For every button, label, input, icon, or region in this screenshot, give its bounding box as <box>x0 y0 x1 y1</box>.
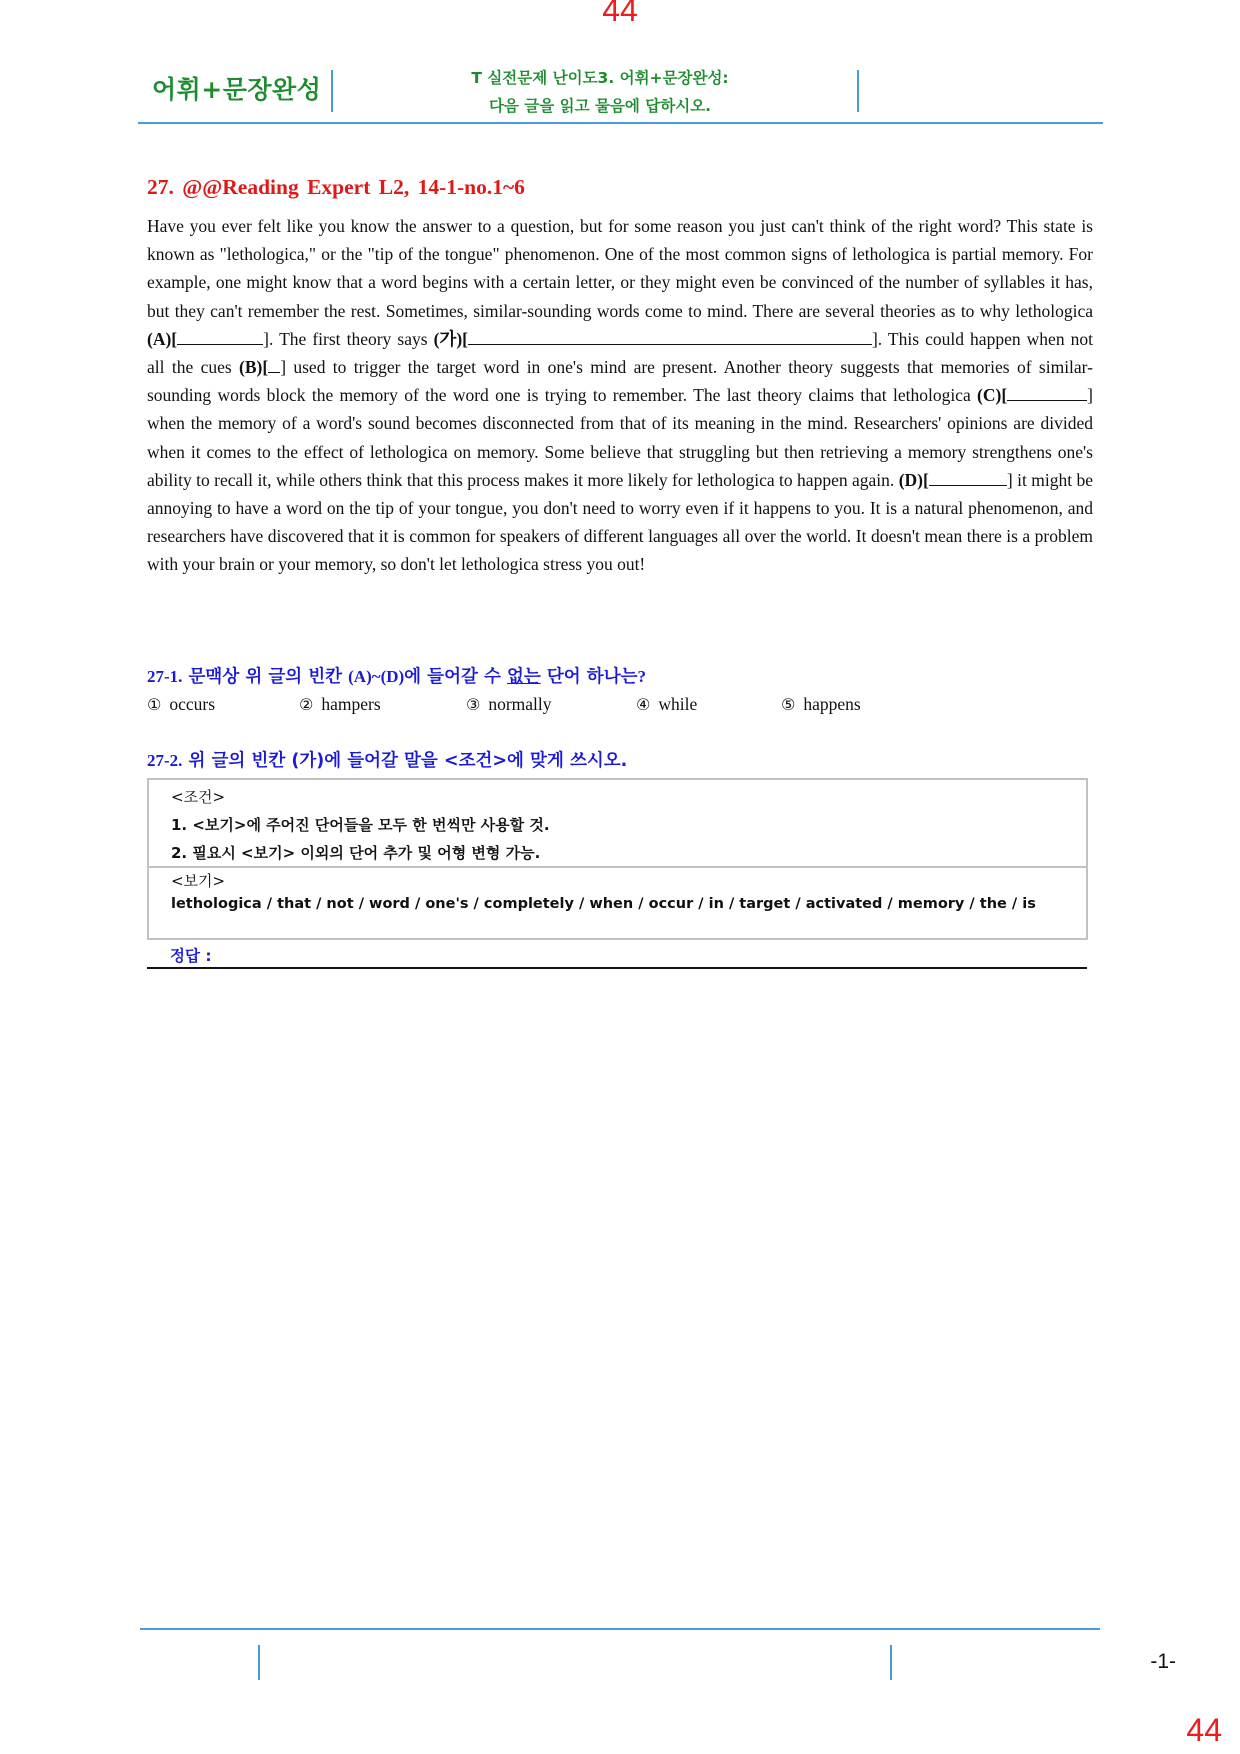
bogi-title: <보기> <box>171 872 226 890</box>
blank-marker-b: (B)[ <box>239 357 269 378</box>
blank-marker-a: (A)[ <box>147 328 178 349</box>
option-label: normally <box>488 694 552 714</box>
option-4[interactable] <box>636 694 697 715</box>
passage-text: ]. This could happen when not all the cues <box>147 328 1093 378</box>
answer-label: 정답 : <box>170 947 212 965</box>
option-label: while <box>658 694 698 714</box>
subquestion-27-2 <box>147 747 627 772</box>
option-marker: ④ <box>636 695 651 714</box>
option-label: hampers <box>321 694 381 714</box>
subquestion-number: 27-1. <box>147 667 183 686</box>
conditions-title: <조건> <box>171 788 226 806</box>
subquestion-range: (A)~(D) <box>348 667 405 686</box>
option-label: occurs <box>169 694 216 714</box>
condition-1: 1. <보기>에 주어진 단어들을 모두 한 번씩만 사용할 것. <box>171 816 550 834</box>
passage-text: ]. The first theory says <box>263 328 434 349</box>
conditions-box <box>147 778 1088 868</box>
option-1[interactable] <box>147 694 215 715</box>
blank-marker-d: (D)[ <box>898 469 929 490</box>
blank-marker-ga: (가)[ <box>433 328 468 349</box>
subquestion-text: 문맥상 위 글의 빈칸 <box>182 667 349 687</box>
blank-ga[interactable] <box>468 330 872 345</box>
header-desc-line2: 다음 글을 읽고 물음에 답하시오. <box>488 97 712 115</box>
bogi-box <box>147 864 1088 940</box>
header-title: 어휘+문장완성 <box>152 75 322 104</box>
blank-c[interactable] <box>1007 386 1087 401</box>
subquestion-27-1 <box>147 663 646 688</box>
header-desc-line1: T 실전문제 난이도3. 어휘+문장완성: <box>471 69 729 87</box>
passage-text: ] when the memory of a word's sound becomes disconnected from that of its meaning in the mind. Researchers' opinions are divided when it comes to the effect of lethologica on memory. Some believe that struggling but then retrieving a memory strengthens one's ability to recall it, while others think that this process makes it more likely for lethologica to happen again. <box>147 385 1093 490</box>
header-description <box>390 64 810 120</box>
footer-rule <box>140 1628 1100 1630</box>
header-divider-right <box>857 70 859 112</box>
subquestion-qmark: ? <box>637 667 647 686</box>
option-5[interactable] <box>781 694 861 715</box>
footer-page-marker: -1- <box>1150 1650 1176 1673</box>
passage-text: ] it might be annoying to have a word on the tip of your tongue, you don't need to worry even if it happens to you. It is a natural phenomenon, and researchers have discovered that it is common for speakers of different languages all over the world. It doesn't mean there is a problem with your brain or your memory, so don't let lethologica stress you out! <box>147 469 1093 575</box>
answer-line[interactable] <box>147 967 1087 969</box>
bogi-words: lethologica / that / not / word / one's / completely / when / occur / in / target / activated / memory / the / is <box>171 896 1036 912</box>
option-marker: ② <box>299 695 314 714</box>
passage-text: Have you ever felt like you know the answer to a question, but for some reason you just can't think of the right word? This state is known as "lethologica," or the "tip of the tongue" phenomenon. One of the most common signs of lethologica is partial memory. For example, one might know that a word begins with a certain letter, or they might even be convinced of the number of syllables it has, but they can't remember the rest. Sometimes, similar-sounding words come to mind. There are several theories as to why lethologica <box>147 216 1093 321</box>
option-2[interactable] <box>299 694 381 715</box>
header-rule <box>138 122 1103 124</box>
subquestion-text: 단어 하나는 <box>540 667 638 687</box>
option-marker: ③ <box>466 695 481 714</box>
blank-marker-c: (C)[ <box>977 385 1008 406</box>
footer-divider-right <box>890 1645 892 1680</box>
passage-text: ] used to trigger the target word in one's mind are present. Another theory suggests that memories of similar-sounding words block the memory of the word one is trying to remember. The last theory claims that lethologica <box>147 357 1093 406</box>
header-divider-left <box>331 70 333 112</box>
page-number-bottom: 44 <box>1186 1712 1222 1748</box>
option-label: happens <box>803 694 861 714</box>
condition-2: 2. 필요시 <보기> 이외의 단어 추가 및 어형 변형 가능. <box>171 844 541 862</box>
question-title: 27. @@Reading Expert L2, 14-1-no.1~6 <box>147 175 525 199</box>
page-number-top: 44 <box>602 0 638 28</box>
reading-passage <box>147 212 1093 579</box>
subquestion-text: 위 글의 빈칸 (가)에 들어갈 말을 <조건>에 맞게 쓰시오. <box>182 751 628 771</box>
option-3[interactable] <box>466 694 552 715</box>
subquestion-number: 27-2. <box>147 751 183 770</box>
footer-divider-left <box>258 1645 260 1680</box>
blank-b[interactable] <box>268 358 280 373</box>
option-marker: ⑤ <box>781 695 796 714</box>
subquestion-emphasis: 없는 <box>506 667 541 687</box>
subquestion-text: 에 들어갈 수 <box>404 667 507 687</box>
blank-a[interactable] <box>177 330 263 345</box>
blank-d[interactable] <box>929 471 1007 486</box>
option-marker: ① <box>147 695 162 714</box>
